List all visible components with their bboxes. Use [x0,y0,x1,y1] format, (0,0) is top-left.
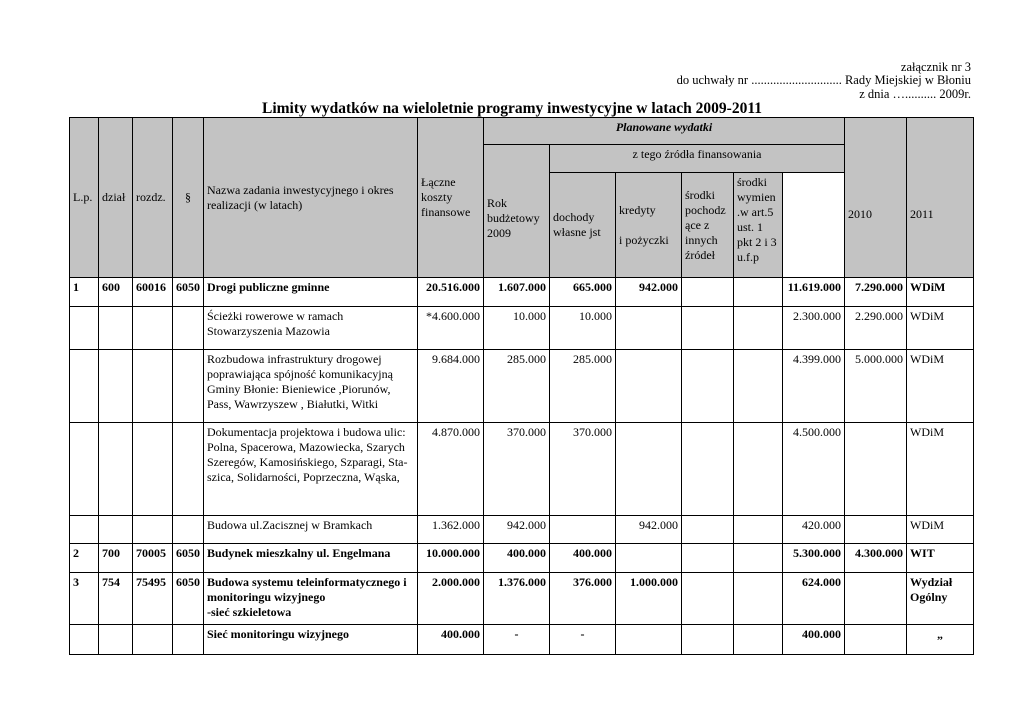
table-row [70,307,974,350]
table-row [70,278,974,307]
cell-paragraph [173,625,204,655]
cell-2010: 11.619.000 [783,278,845,307]
cell-unit: „ [907,625,974,655]
cell-loans [616,544,682,573]
cell-rozdz [133,350,173,423]
cell-task-name: Budowa systemu teleinformatycznego i monitoringu wizyjnego -sieć szkieletowa [204,573,418,625]
cell-task-name: Drogi publiczne gminne [204,278,418,307]
document-title: Limity wydatków na wieloletnie programy inwestycyjne w latach 2009-2011 [262,100,762,117]
cell-art5-funds [734,423,783,516]
col-header-paragraph: § [173,118,204,278]
cell-loans [616,423,682,516]
cell-lp: 1 [70,278,99,307]
cell-task-name: Rozbudowa infrastruktury drogowej poprawiająca spójność komunikacyjną Gminy Błonie: Bieniewice ,Piorunów, Pass, Wawrzyszew , Białutki, Witki [204,350,418,423]
cell-2011: 7.290.000 [845,278,907,307]
cell-paragraph [173,516,204,544]
cell-art5-funds [734,516,783,544]
cell-other-sources [682,307,734,350]
cell-dzial: 754 [99,573,133,625]
cell-lp [70,350,99,423]
col-header-budget-year: Rok budżetowy 2009 [484,145,550,278]
cell-2010: 420.000 [783,516,845,544]
cell-rozdz: 75495 [133,573,173,625]
cell-own-income: - [550,625,616,655]
cell-2010: 4.399.000 [783,350,845,423]
cell-loans: 942.000 [616,278,682,307]
cell-task-name: Budowa ul.Zacisznej w Bramkach [204,516,418,544]
cell-loans: 942.000 [616,516,682,544]
cell-rozdz [133,307,173,350]
cell-budget-year: 1.376.000 [484,573,550,625]
cell-dzial [99,625,133,655]
cell-budget-year: 942.000 [484,516,550,544]
cell-dzial: 600 [99,278,133,307]
col-header-own-income: dochody własne jst [550,173,616,278]
col-header-2011: 2011 [907,118,974,278]
col-header-rozdz: rozdz. [133,118,173,278]
cell-total-cost: 9.684.000 [418,350,484,423]
cell-unit: WIT [907,544,974,573]
cell-task-name: Ścieżki rowerowe w ramach Stowarzyszenia Mazowia [204,307,418,350]
cell-lp [70,307,99,350]
cell-paragraph [173,350,204,423]
attachment-number: załącznik nr 3 [900,60,971,74]
table-row [70,625,974,655]
table-row [70,423,974,516]
cell-lp: 2 [70,544,99,573]
col-header-sources: z tego źródła finansowania [550,145,845,173]
cell-unit: WDiM [907,278,974,307]
cell-2010: 400.000 [783,625,845,655]
cell-lp [70,423,99,516]
col-header-other-sources: środki pochodz ące z innych źródeł [682,173,734,278]
cell-own-income: 376.000 [550,573,616,625]
cell-rozdz [133,625,173,655]
cell-dzial: 700 [99,544,133,573]
cell-paragraph: 6050 [173,278,204,307]
cell-rozdz [133,516,173,544]
col-header-total-cost: Łączne koszty finansowe [418,118,484,278]
cell-unit: WDiM [907,350,974,423]
cell-art5-funds [734,307,783,350]
cell-own-income: 665.000 [550,278,616,307]
cell-own-income: 370.000 [550,423,616,516]
cell-loans [616,350,682,423]
cell-total-cost: 20.516.000 [418,278,484,307]
cell-other-sources [682,573,734,625]
cell-2010: 2.300.000 [783,307,845,350]
cell-budget-year: 10.000 [484,307,550,350]
cell-art5-funds [734,278,783,307]
col-header-2010: 2010 [845,118,907,278]
cell-art5-funds [734,625,783,655]
cell-total-cost: 400.000 [418,625,484,655]
cell-other-sources [682,544,734,573]
cell-dzial [99,350,133,423]
cell-own-income [550,516,616,544]
cell-budget-year: 370.000 [484,423,550,516]
col-header-loans: kredyty i pożyczki [616,173,682,278]
cell-lp [70,516,99,544]
cell-dzial [99,307,133,350]
cell-2011: 4.300.000 [845,544,907,573]
col-header-art5-funds: środki wymien .w art.5 ust. 1 pkt 2 i 3 u.f.p [734,173,783,278]
cell-2011 [845,573,907,625]
cell-other-sources [682,516,734,544]
cell-dzial [99,516,133,544]
cell-2010: 5.300.000 [783,544,845,573]
cell-paragraph [173,307,204,350]
cell-total-cost: *4.600.000 [418,307,484,350]
cell-rozdz: 60016 [133,278,173,307]
cell-budget-year: 1.607.000 [484,278,550,307]
cell-own-income: 10.000 [550,307,616,350]
cell-total-cost: 1.362.000 [418,516,484,544]
cell-task-name: Sieć monitoringu wizyjnego [204,625,418,655]
col-header-lp: L.p. [70,118,99,278]
resolution-reference: do uchwały nr ............................. Rady Miejskiej w Błoniu [676,73,971,87]
cell-paragraph: 6050 [173,544,204,573]
cell-rozdz [133,423,173,516]
cell-total-cost: 2.000.000 [418,573,484,625]
cell-2011: 2.290.000 [845,307,907,350]
cell-paragraph [173,423,204,516]
cell-lp [70,625,99,655]
cell-rozdz: 70005 [133,544,173,573]
table-row [70,350,974,423]
cell-2010: 4.500.000 [783,423,845,516]
resolution-date: z dnia ….......... 2009r. [859,87,971,101]
cell-2011 [845,516,907,544]
cell-unit: WDiM [907,423,974,516]
cell-total-cost: 4.870.000 [418,423,484,516]
cell-task-name: Dokumentacja projektowa i budowa ulic: Polna, Spacerowa, Mazowiecka, Szarych Szeregów, Kamosińskiego, Szparagi, Sta- szica, Solidarności, Poprzeczna, Wąska, [204,423,418,516]
cell-budget-year: 285.000 [484,350,550,423]
cell-dzial [99,423,133,516]
investment-limits-table [69,117,974,655]
cell-2011: 5.000.000 [845,350,907,423]
cell-art5-funds [734,573,783,625]
table-row [70,573,974,625]
cell-other-sources [682,625,734,655]
cell-unit: WDiM [907,516,974,544]
cell-other-sources [682,278,734,307]
cell-budget-year: 400.000 [484,544,550,573]
cell-budget-year: - [484,625,550,655]
col-header-task-name: Nazwa zadania inwestycyjnego i okres realizacji (w latach) [204,118,418,278]
cell-unit: Wydział Ogólny [907,573,974,625]
cell-task-name: Budynek mieszkalny ul. Engelmana [204,544,418,573]
cell-loans: 1.000.000 [616,573,682,625]
cell-paragraph: 6050 [173,573,204,625]
table-row [70,544,974,573]
cell-own-income: 400.000 [550,544,616,573]
cell-2011 [845,625,907,655]
cell-other-sources [682,423,734,516]
col-header-dzial: dział [99,118,133,278]
col-header-planned: Planowane wydatki [484,118,845,145]
cell-2010: 624.000 [783,573,845,625]
cell-art5-funds [734,350,783,423]
cell-unit: WDiM [907,307,974,350]
cell-total-cost: 10.000.000 [418,544,484,573]
table-row [70,516,974,544]
cell-loans [616,307,682,350]
cell-lp: 3 [70,573,99,625]
cell-2011 [845,423,907,516]
cell-loans [616,625,682,655]
cell-other-sources [682,350,734,423]
cell-art5-funds [734,544,783,573]
cell-own-income: 285.000 [550,350,616,423]
